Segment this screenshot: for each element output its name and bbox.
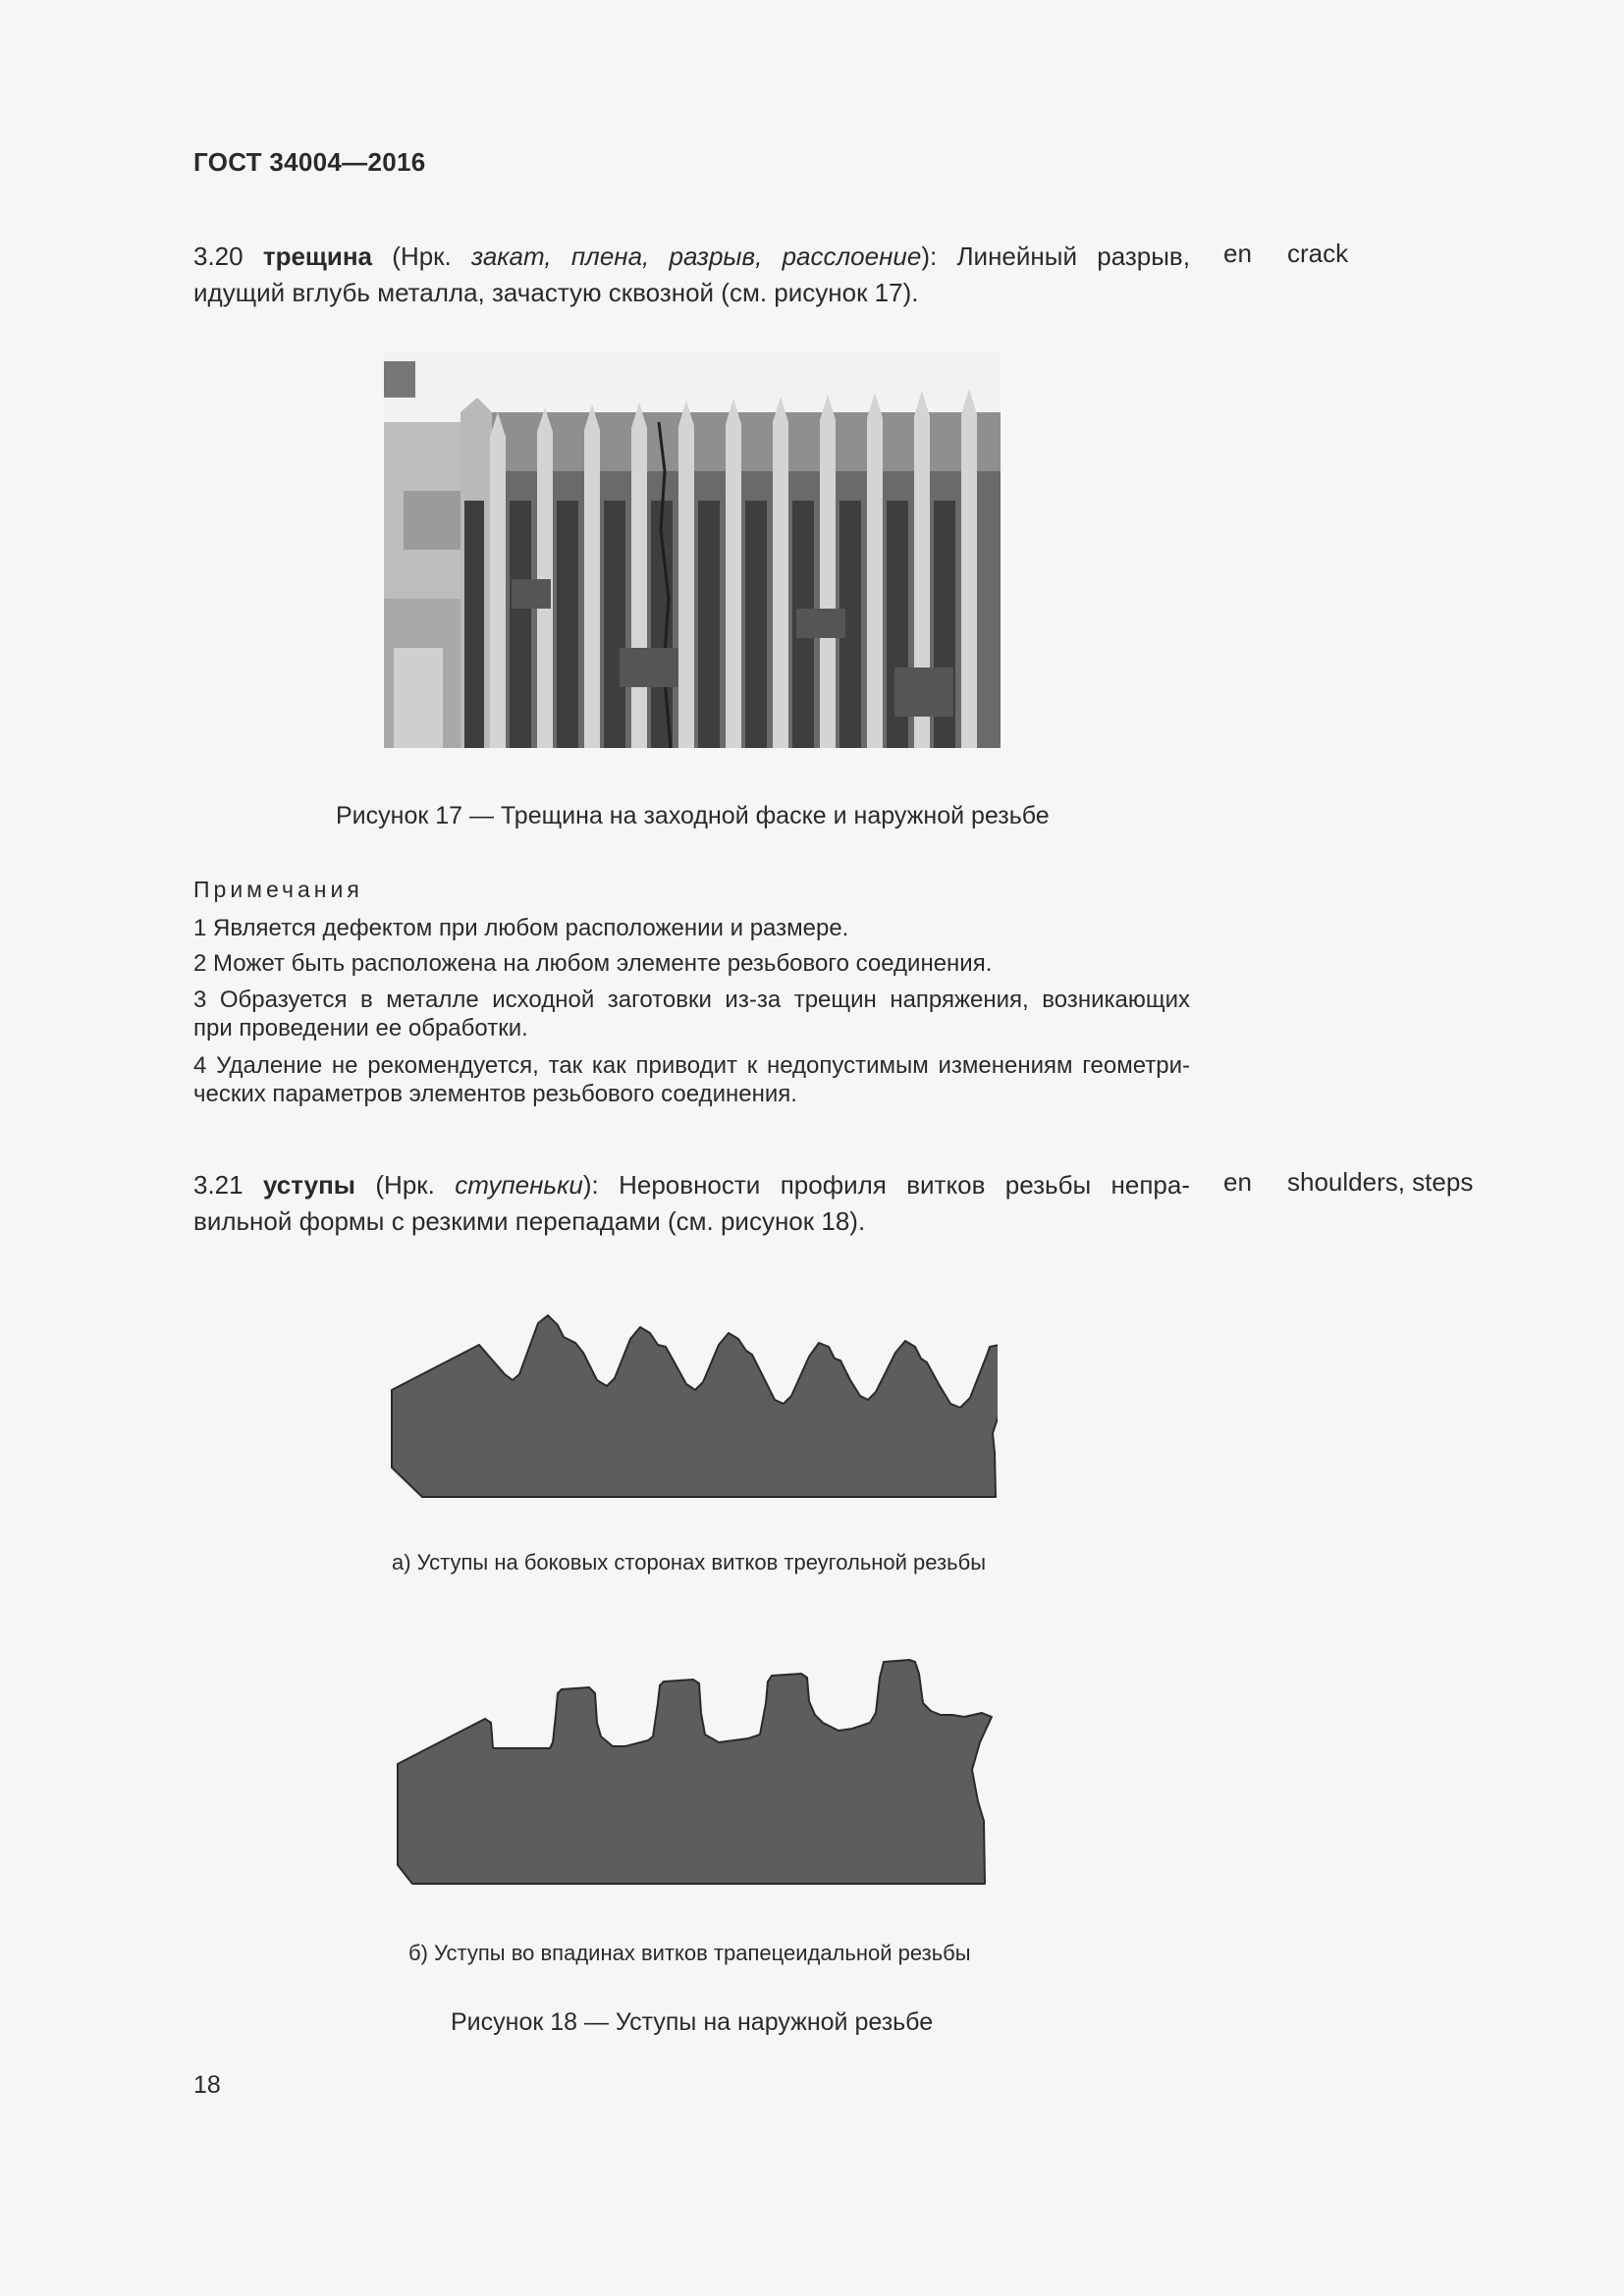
term-syn-close: ): bbox=[582, 1170, 599, 1200]
term-3-21-lang-code: en bbox=[1223, 1167, 1252, 1197]
document-header: ГОСТ 34004—2016 bbox=[193, 147, 426, 177]
term-number: 3.20 bbox=[193, 241, 244, 271]
notes-title: Примечания bbox=[193, 877, 363, 902]
term-3-21-lang-term: shoulders, steps bbox=[1287, 1167, 1474, 1197]
term-syn-close: ): bbox=[921, 241, 938, 271]
term-syn-open: (Нрк. bbox=[392, 241, 452, 271]
figure-18-caption: Рисунок 18 — Уступы на наружной резьбе bbox=[451, 2008, 934, 2036]
term-number: 3.21 bbox=[193, 1170, 244, 1200]
term-synonyms: закат, плена, разрыв, расслоение bbox=[471, 241, 922, 271]
term-3-20-lang-code: en bbox=[1223, 239, 1252, 268]
term-definition-start: Неровности профиля витков резьбы непра- bbox=[619, 1170, 1190, 1200]
figure-18b-caption: б) Уступы во впадинах витков трапецеидальной резьбы bbox=[408, 1941, 971, 1965]
figure-18a-triangular-thread-profile bbox=[389, 1276, 998, 1502]
figure-17-photo bbox=[384, 353, 1001, 748]
note-1: 1 Является дефектом при любом расположении и размере. bbox=[193, 915, 849, 941]
note-3-line2: при проведении ее обработки. bbox=[193, 1015, 528, 1041]
note-2: 2 Может быть расположена на любом элементе резьбового соединения. bbox=[193, 950, 993, 977]
term-3-21-line2: вильной формы с резкими перепадами (см. рисунок 18). bbox=[193, 1206, 866, 1236]
figure-18a-caption: а) Уступы на боковых сторонах витков треугольной резьбы bbox=[392, 1550, 987, 1575]
note-4-line1: 4 Удаление не рекомендуется, так как приводит к недопустимым изменениям геометри- bbox=[193, 1052, 1190, 1079]
term-syn-open: (Нрк. bbox=[375, 1170, 435, 1200]
note-3-line1: 3 Образуется в металле исходной заготовки из-за трещин напряжения, возникающих bbox=[193, 987, 1190, 1013]
term-3-21-line1 bbox=[193, 1167, 1190, 1203]
page-number: 18 bbox=[193, 2071, 221, 2099]
figure-18b-trapezoidal-thread-profile bbox=[395, 1654, 994, 1890]
term-word: уступы bbox=[262, 1170, 356, 1200]
note-4-line2: ческих параметров элементов резьбового соединения. bbox=[193, 1081, 797, 1107]
term-word: трещина bbox=[262, 241, 373, 271]
figure-17-caption: Рисунок 17 — Трещина на заходной фаске и наружной резьбе bbox=[336, 802, 1050, 829]
term-definition-start: Линейный разрыв, bbox=[956, 241, 1190, 271]
term-3-20-line2: идущий вглубь металла, зачастую сквозной (см. рисунок 17). bbox=[193, 278, 919, 307]
term-3-20-line1 bbox=[193, 239, 1190, 275]
term-3-20-lang-term: crack bbox=[1287, 239, 1349, 268]
term-synonyms: ступеньки bbox=[455, 1170, 583, 1200]
